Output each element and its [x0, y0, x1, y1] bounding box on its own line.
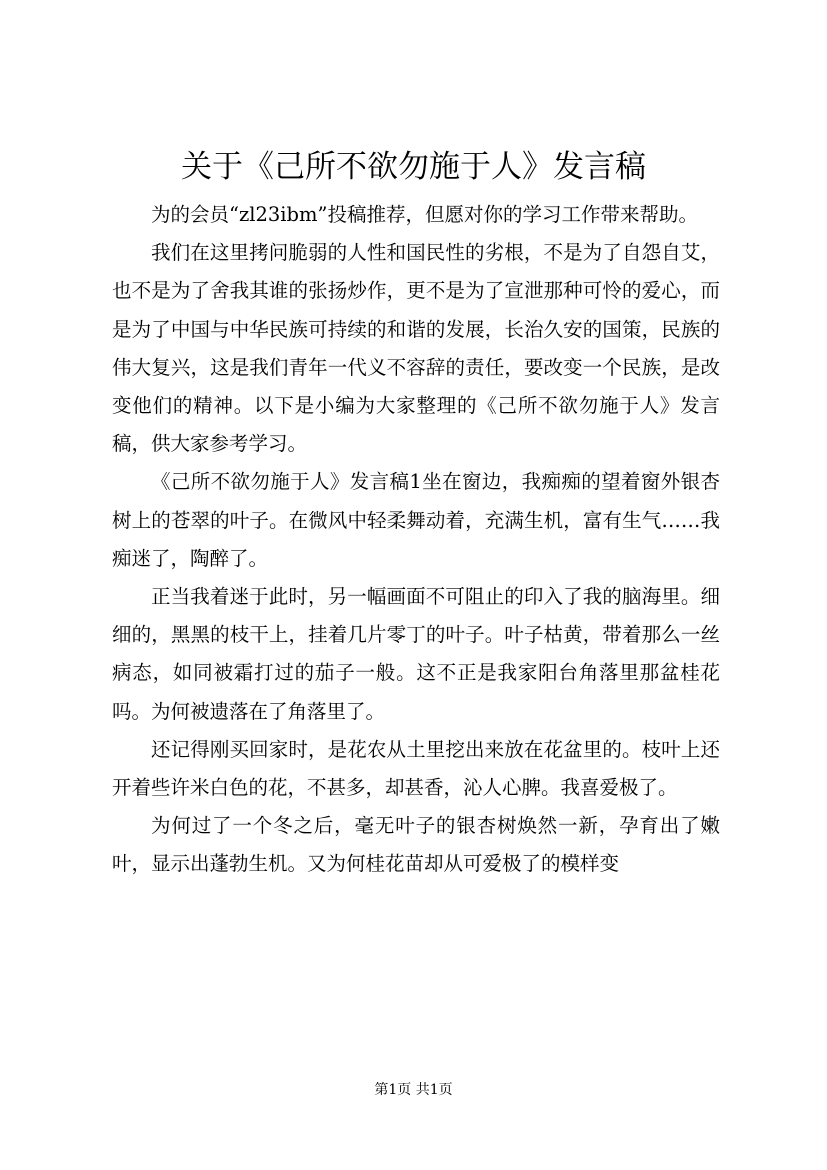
paragraph-6: 为何过了一个冬之后，毫无叶子的银杏树焕然一新，孕育出了嫩叶，显示出蓬勃生机。又为何桂花苗却从可爱极了的模样变: [112, 814, 720, 876]
paragraph-3: 《己所不欲勿施于人》发言稿1坐在窗边，我痴痴的望着窗外银杏树上的苍翠的叶子。在微风中轻柔舞动着，充满生机，富有生气……我痴迷了，陶醉了。: [112, 470, 720, 570]
paragraph-5: 还记得刚买回家时，是花农从土里挖出来放在花盆里的。枝叶上还开着些许米白色的花，不甚多，却甚香，沁人心脾。我喜爱极了。: [112, 737, 720, 800]
page-footer: 第1页 共1页: [374, 1082, 453, 1098]
paragraph-2: 我们在这里拷问脆弱的人性和国民性的劣根，不是为了自怨自艾，也不是为了舍我其谁的张扬炒作，更不是为了宣泄那种可怜的爱心，而是为了中国与中华民族可持续的和谐的发展，长治久安的国策，民族的伟大复兴，这是我们青年一代义不容辞的责任，要改变一个民族，是改变他们的精神。以下是小编为大家整理的《己所不欲勿施于人》发言稿，供大家参考学习。: [112, 241, 720, 456]
document-title: 关于《己所不欲勿施于人》发言稿: [181, 149, 646, 185]
document-body: [112, 196, 720, 884]
paragraph-1: 为的会员“zl23ibm”投稿推荐，但愿对你的学习工作带来帮助。: [151, 203, 698, 226]
paragraph-4: 正当我着迷于此时，另一幅画面不可阻止的印入了我的脑海里。细细的，黑黑的枝干上，挂着几片零丁的叶子。叶子枯黄，带着那么一丝病态，如同被霜打过的茄子一般。这不正是我家阳台角落里那盆桂花吗。为何被遗落在了角落里了。: [112, 585, 720, 723]
